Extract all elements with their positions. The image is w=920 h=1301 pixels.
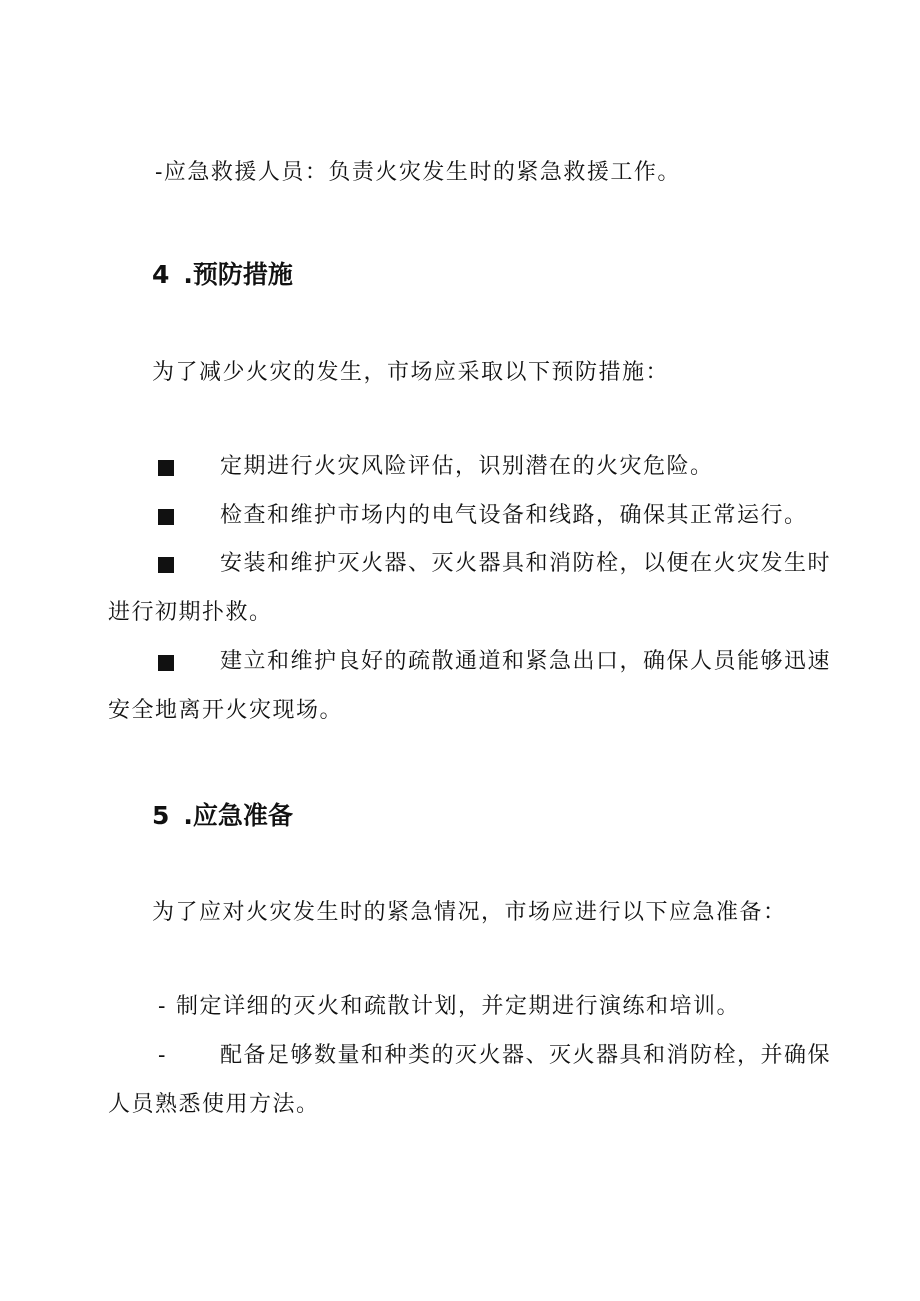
bullet-marker bbox=[158, 655, 174, 671]
section-4-intro: 为了减少火灾的发生，市场应采取以下预防措施： bbox=[152, 360, 670, 385]
prep-item-1: 制定详细的灭火和疏散计划，并定期进行演练和培训。 bbox=[176, 994, 741, 1019]
bullet-item-4: 建立和维护良好的疏散通道和紧急出口，确保人员能够迅速 bbox=[220, 649, 832, 674]
dash-marker: - bbox=[158, 994, 166, 1019]
dash-marker: - bbox=[158, 1043, 166, 1068]
section-5-heading bbox=[152, 799, 293, 833]
section-5-title: .应急准备 bbox=[183, 801, 293, 830]
bullet-marker bbox=[158, 509, 174, 525]
bullet-marker bbox=[158, 557, 174, 573]
bullet-item-1: 定期进行火灾风险评估，识别潜在的火灾危险。 bbox=[220, 454, 714, 479]
prep-item-2: 配备足够数量和种类的灭火器、灭火器具和消防栓，并确保 bbox=[220, 1043, 832, 1068]
bullet-item-3-continued: 进行初期扑救。 bbox=[108, 600, 273, 625]
section-4-heading bbox=[152, 258, 293, 292]
bullet-item-4-continued: 安全地离开火灾现场。 bbox=[108, 698, 344, 723]
section-4-number: 4 bbox=[152, 260, 170, 289]
bullet-item-2: 检查和维护市场内的电气设备和线路，确保其正常运行。 bbox=[220, 503, 808, 528]
bullet-marker bbox=[158, 460, 174, 476]
section-5-number: 5 bbox=[152, 801, 170, 830]
bullet-item-3: 安装和维护灭火器、灭火器具和消防栓，以便在火灾发生时 bbox=[220, 551, 832, 576]
prep-item-2-continued: 人员熟悉使用方法。 bbox=[108, 1092, 320, 1117]
section-5-intro: 为了应对火灾发生时的紧急情况，市场应进行以下应急准备： bbox=[152, 900, 787, 925]
section-4-title: .预防措施 bbox=[183, 260, 293, 289]
rescue-personnel-line: -应急救援人员：负责火灾发生时的紧急救援工作。 bbox=[155, 160, 681, 185]
